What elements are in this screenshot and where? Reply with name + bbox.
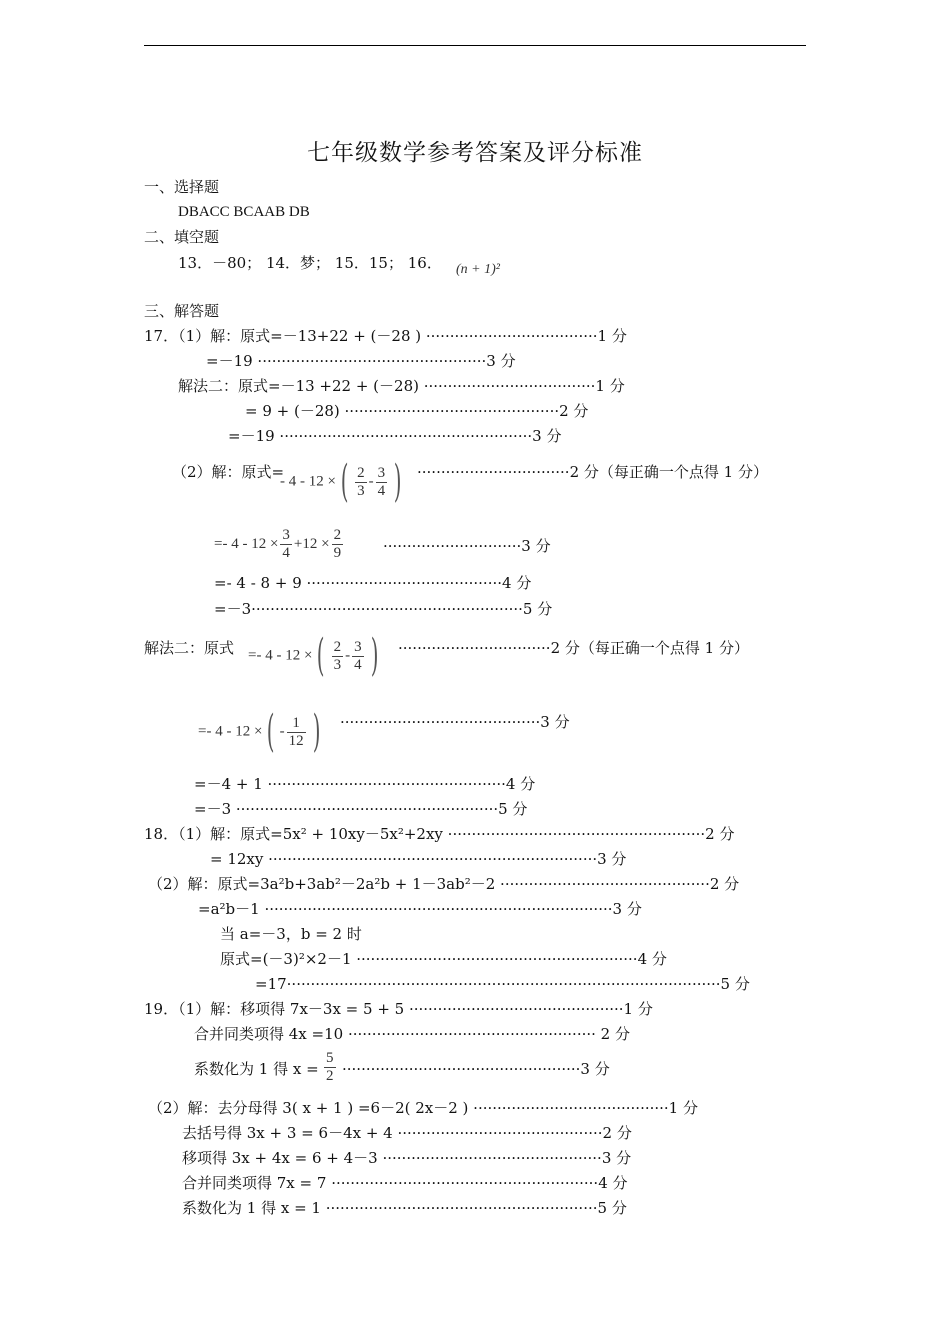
expr-text: =- 4 - 12 × [214,535,279,552]
minus-sign: - [345,647,351,664]
fraction [332,639,344,674]
fraction [324,1050,336,1085]
denominator: 3 [357,482,365,499]
q17-2-alt-score2: ··········································3 分 [340,713,570,731]
q17-2-alt-score1: ································2 分（每正确一个点得 1 分） [398,639,749,657]
q17-2-step4: =－3·························································5 分 [214,600,553,618]
page-title: 七年级数学参考答案及评分标准 [307,140,643,166]
q19-2-line5: 系数化为 1 得 x = 1 ·························································5 分 [182,1199,627,1217]
q17-2-alt-prefix: 解法二：原式 [144,639,235,657]
denominator: 4 [282,545,290,561]
right-paren: ) [312,706,321,757]
left-paren: ( [267,706,275,757]
fraction [287,715,306,750]
denominator: 4 [354,656,362,673]
fraction [280,527,292,562]
section-heading-choice: 一、选择题 [144,178,220,196]
numerator: 2 [333,527,342,543]
q17-2-step2 [214,527,345,562]
expr-text: =- 4 - 12 × [248,647,313,664]
fraction [332,527,344,562]
q17-2-expr [280,456,406,507]
numerator: 3 [354,638,362,655]
q17-2-step3: =- 4 - 8 + 9 ·········································4 分 [214,574,532,592]
q18-1-line1: 18．（1）解：原式=5x² + 10xy－5x²+2xy ······················································2 分 [144,825,735,843]
q16-answer: (n + 1)² [456,262,500,277]
q18-2-line4: 原式=(－3)²×2－1 ···························································4 分 [220,950,667,968]
header-rule [144,45,806,46]
q18-2-line3: 当 a=－3，b = 2 时 [220,925,362,943]
denominator: 12 [288,732,304,749]
minus-sign: - [279,723,285,740]
q18-2-line1: （2）解：原式=3a²b+3ab²－2a²b + 1－3ab²－2 ············································2 分 [148,875,740,893]
q17-1-alt-line3: =－19 ·····················································3 分 [228,427,562,445]
minus-sign: - [368,473,374,490]
denominator: 9 [333,545,342,561]
q17-2-prefix: （2）解：原式= [172,463,285,481]
q17-1-alt-line1: 解法二：原式=－13 +22 + (－28) ····································1 分 [178,377,625,395]
right-paren: ) [370,630,379,681]
q17-2-alt-step3: =－4 + 1 ··················································4 分 [194,775,536,793]
q17-2-score1: ································2 分（每正确一个点得 1 分） [417,463,768,481]
q18-1-line2: = 12xy ·····································································3 分 [210,850,627,868]
q19-1-fraction [322,1050,338,1085]
q17-1-alt-line2: = 9 + (－28) ·············································2 分 [245,402,589,420]
expr-text: - 4 - 12 × [280,473,336,490]
numerator: 2 [357,464,365,481]
expr-text: =- 4 - 12 × [198,723,263,740]
q19-1-line2: 合并同类项得 4x =10 ···················································· 2 分 [194,1025,630,1043]
left-paren: ( [317,630,325,681]
numerator: 3 [282,527,290,543]
q17-1-line1: 17．（1）解：原式=－13+22 + (－28 ) ····································1 分 [144,327,627,345]
choice-answers: DBACC BCAAB DB [178,204,310,220]
fraction [355,465,367,500]
numerator: 1 [287,715,306,733]
q19-2-line1: （2）解：去分母得 3( x + 1 ) =6－2( 2x－2 ) ·········································1 分 [148,1099,698,1117]
q19-2-line3: 移项得 3x + 4x = 6 + 4－3 ··············································3 分 [182,1149,632,1167]
q19-1-line3-score: ··················································3 分 [342,1060,610,1078]
q17-2-score2: ·····························3 分 [383,537,551,555]
q17-1-line2: =－19 ················································3 分 [206,352,516,370]
fraction [352,639,364,674]
denominator: 2 [326,1068,334,1084]
q19-1-line3-prefix: 系数化为 1 得 x = [194,1060,319,1078]
section-heading-fill: 二、填空题 [144,228,220,246]
q19-2-line4: 合并同类项得 7x = 7 ························································4 分 [182,1174,628,1192]
q17-2-alt-step2 [198,706,325,757]
q18-2-line5: =17···························································································5 分 [255,975,750,993]
fraction [376,465,388,500]
right-paren: ) [393,456,402,507]
denominator: 3 [333,656,342,673]
q18-2-line2: =a²b－1 ·········································································3 分 [198,900,642,918]
q19-1-line1: 19．（1）解：移项得 7x－3x = 5 + 5 ·············································1 分 [144,1000,653,1018]
left-paren: ( [340,456,349,507]
q17-2-alt-expr [248,630,383,681]
numerator: 2 [333,638,342,655]
numerator: 5 [326,1050,334,1066]
section-heading-solve: 三、解答题 [144,302,220,320]
denominator: 4 [377,482,386,499]
expr-text: +12 × [293,535,330,552]
q17-2-alt-step4: =－3 ·······················································5 分 [194,800,528,818]
q19-2-line2: 去括号得 3x + 3 = 6－4x + 4 ···········································2 分 [182,1124,632,1142]
fill-answers: 13．－80； 14．梦； 15．15； 16． [178,254,442,272]
numerator: 3 [377,464,386,481]
